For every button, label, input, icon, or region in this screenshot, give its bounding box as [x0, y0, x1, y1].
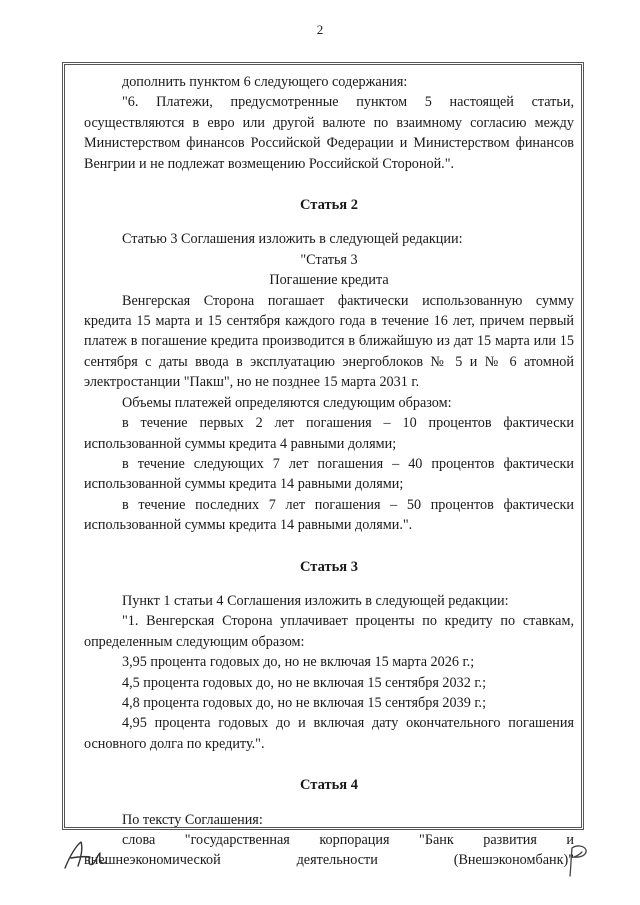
- article-4-word: и: [566, 832, 574, 848]
- article-3-paragraph-1: "1. Венгерская Сторона уплачивает проценты по кредиту по ставкам, определенным следующим образом:: [84, 613, 574, 650]
- article-4-word: корпорация: [319, 832, 390, 848]
- article-2-item-1: в течение первых 2 лет погашения – 10 процентов фактически использованной суммы кредита 4 равными долями;: [84, 415, 574, 452]
- article-4-heading: Статья 4: [300, 777, 358, 794]
- article-4-word: деятельности: [296, 852, 378, 869]
- article-3-rate-1: 3,95 процента годовых до, но не включая 15 марта 2026 г.;: [122, 654, 475, 671]
- article-2-paragraph-2: Объемы платежей определяются следующим образом:: [122, 394, 452, 411]
- article-3-rate-4: 4,95 процента годовых до и включая дату окончательного погашения основного долга по кредиту.".: [84, 715, 574, 752]
- article-4-word: "Банк: [419, 832, 454, 848]
- left-signature-initials: [62, 838, 108, 872]
- intro-line: дополнить пунктом 6 следующего содержания:: [122, 74, 408, 90]
- right-signature-initials: [560, 842, 592, 878]
- article-4-word: внешнеэкономической: [84, 852, 221, 869]
- article-4-word: развития: [483, 832, 537, 848]
- article-2-item-3: в течение последних 7 лет погашения – 50 процентов фактически использованной суммы кредита 14 равными долями.".: [84, 496, 574, 534]
- page-number: 2: [316, 22, 324, 37]
- article-4-word: слова: [122, 832, 156, 848]
- article-4-word: (Внешэкономбанк)": [453, 852, 574, 869]
- document-body: [84, 72, 574, 871]
- article-3-rate-2: 4,5 процента годовых до, но не включая 15 сентября 2032 г.;: [122, 674, 487, 691]
- article-3-rate-3: 4,8 процента годовых до, но не включая 15 сентября 2039 г.;: [122, 694, 487, 711]
- article-2-item-2: в течение следующих 7 лет погашения – 40 процентов фактически использованной суммы кредита 14 равными долями;: [84, 455, 574, 493]
- article-4-intro: По тексту Соглашения:: [122, 811, 263, 828]
- article-4-line-1: [84, 830, 574, 850]
- article-3-heading: Статья 3: [300, 558, 358, 575]
- article-4-line-2: [84, 850, 574, 870]
- article-2-quote-subtitle: Погашение кредита: [269, 272, 389, 289]
- article-4-word: "государственная: [184, 832, 290, 848]
- article-2-heading: Статья 2: [300, 197, 358, 214]
- article-2-quote-title: "Статья 3: [300, 251, 358, 268]
- article-3-intro: Пункт 1 статьи 4 Соглашения изложить в следующей редакции:: [122, 592, 509, 609]
- intro-paragraph-6: "6. Платежи, предусмотренные пунктом 5 настоящей статьи, осуществляются в евро или другой валюте по взаимному согласию между Министерством финансов Российской Федерации и Министерством финансов Венгрии и не подлежат возмещению Российской Стороной.".: [84, 94, 574, 172]
- article-2-paragraph-1: Венгерская Сторона погашает фактически использованную сумму кредита 15 марта и 15 сентября каждого года в течение 16 лет, причем первый платеж в погашение кредита производится в ближайшую из дат 15 марта или 15 сентября с даты ввода в эксплуатацию энергоблоков № 5 и № 6 атомной электростанции "Пакш", но не позднее 15 марта 2031 г.: [84, 292, 574, 391]
- article-2-intro: Статью 3 Соглашения изложить в следующей редакции:: [122, 231, 463, 248]
